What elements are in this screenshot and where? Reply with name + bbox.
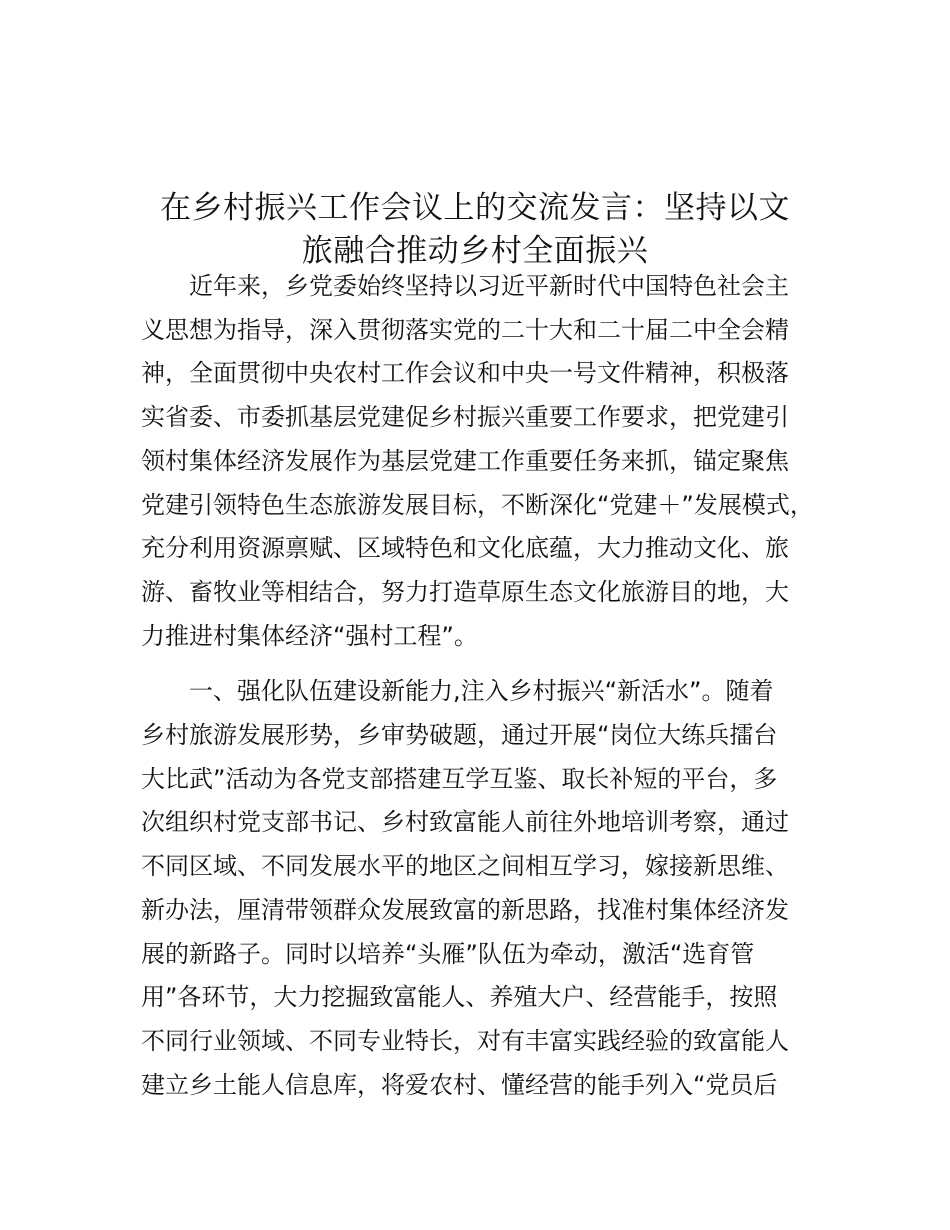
paragraph-line: 建立乡土能人信息库，将爱农村、懂经营的能手列入“党员后 [141,1070,778,1099]
paragraph-line: 一、强化队伍建设新能力,注入乡村振兴“新活水”。随着 [189,677,774,706]
paragraph-line: 次组织村党支部书记、乡村致富能人前往外地培训考察，通过 [141,808,789,837]
body-paragraph-intro [141,265,831,658]
paragraph-line: 实省委、市委抓基层党建促乡村振兴重要工作要求，把党建引 [141,403,789,432]
document-body [141,265,831,1107]
paragraph-line: 乡村旅游发展形势，乡审势破题，通过开展“岗位大练兵擂台 [141,721,778,750]
paragraph-line: 党建引领特色生态旅游发展目标，不断深化“党建＋”发展模式， [141,490,814,519]
paragraph-line: 近年来，乡党委始终坚持以习近平新时代中国特色社会主 [189,272,789,300]
paragraph-line: 不同行业领域、不同专业特长，对有丰富实践经验的致富能人 [141,1026,789,1055]
paragraph-line: 展的新路子。同时以培养“头雁”队伍为牵动，激活“选育管 [141,939,755,968]
body-paragraph-section-one [141,670,831,1107]
paragraph-line: 力推进村集体经济“强村工程”。 [141,621,478,650]
paragraph-line: 不同区域、不同发展水平的地区之间相互学习，嫁接新思维、 [141,852,789,881]
paragraph-line: 神，全面贯彻中央农村工作会议和中央一号文件精神，积极落 [141,359,789,388]
paragraph-line: 大比武”活动为各党支部搭建互学互鉴、取长补短的平台，多 [141,764,778,793]
document-title [140,187,810,273]
paragraph-line: 义思想为指导，深入贯彻落实党的二十大和二十届二中全会精 [141,315,789,344]
title-line: 在乡村振兴工作会议上的交流发言：坚持以文 [160,189,790,226]
paragraph-line: 领村集体经济发展作为基层党建工作重要任务来抓，锚定聚焦 [141,446,789,475]
paragraph-line: 游、畜牧业等相结合，努力打造草原生态文化旅游目的地，大 [141,577,789,606]
paragraph-line: 新办法，厘清带领群众发展致富的新思路，找准村集体经济发 [141,895,789,924]
paragraph-line: 充分利用资源禀赋、区域特色和文化底蕴，大力推动文化、旅 [141,534,789,563]
paragraph-line: 用”各环节，大力挖掘致富能人、养殖大户、经营能手，按照 [141,983,778,1012]
title-line: 旅融合推动乡村全面振兴 [301,232,649,269]
